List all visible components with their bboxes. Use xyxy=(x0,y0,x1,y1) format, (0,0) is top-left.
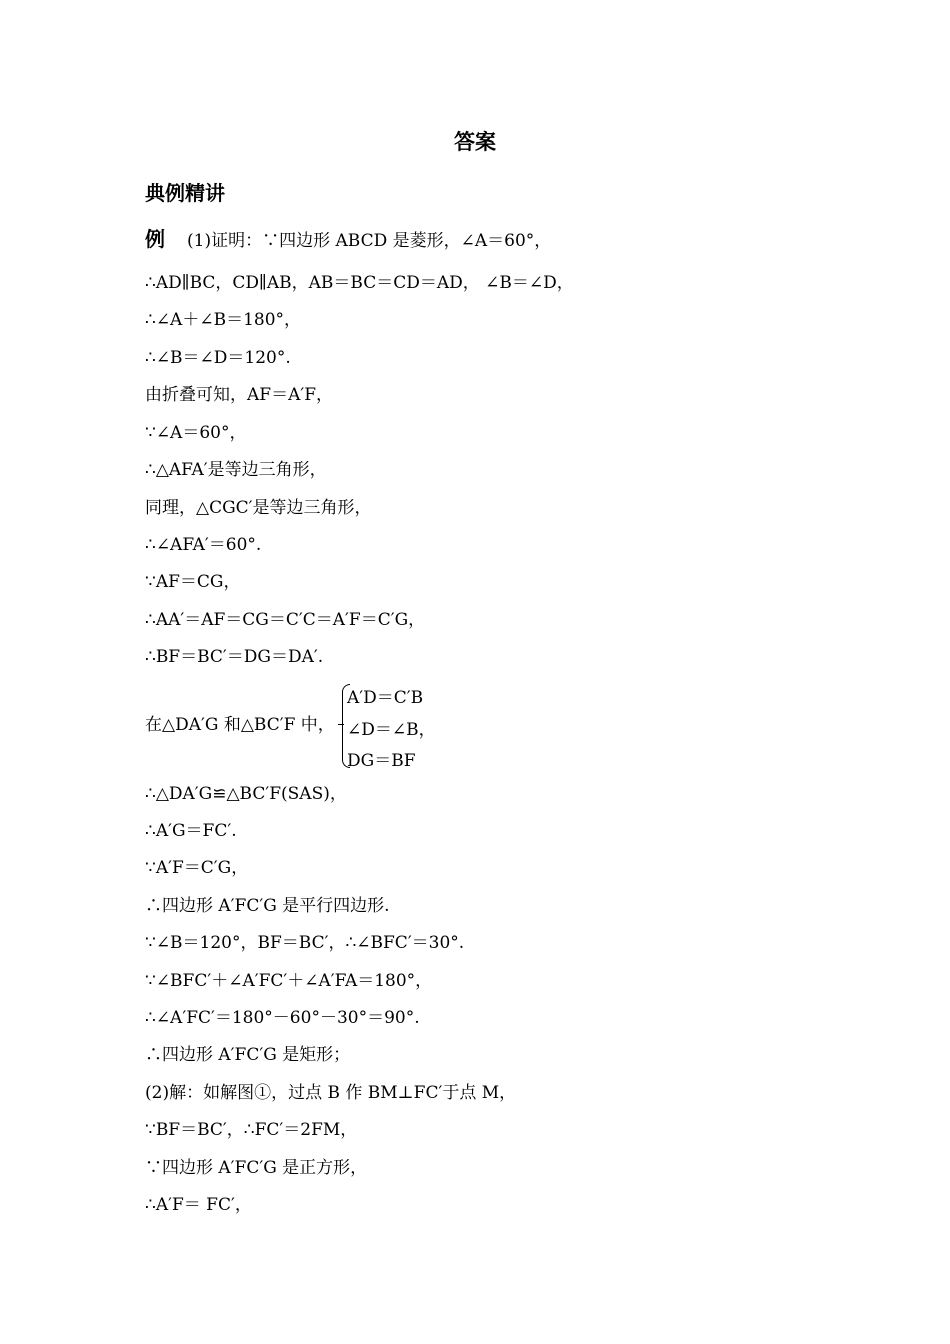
text-line: ∴BF＝BC′＝DG＝DA′. xyxy=(145,647,324,667)
text-line: ∵∠A＝60°， xyxy=(145,423,247,443)
text-line: ∵A′F＝C′G， xyxy=(145,858,249,878)
text-line: ∴∠A′FC′＝180°－60°－30°＝90°. xyxy=(145,1008,420,1028)
text-line: 同理，△CGC′是等边三角形， xyxy=(145,498,372,518)
text-line: ∴△AFA′是等边三角形， xyxy=(145,460,327,480)
text-line: (1)证明：∵四边形 ABCD 是菱形，∠A＝60°， xyxy=(187,231,552,251)
text-line: (2)解：如解图①，过点 B 作 BM⊥FC′于点 M， xyxy=(145,1083,517,1103)
system-equation: DG＝BF xyxy=(347,751,416,771)
text-line: ∴AD∥BC，CD∥AB，AB＝BC＝CD＝AD， ∠B＝∠D， xyxy=(145,273,574,293)
text-line: ∴A′F＝ FC′， xyxy=(145,1195,252,1215)
text-line: ∴△DA′G≌△BC′F(SAS)， xyxy=(145,784,347,804)
text-line: ∵AF＝CG， xyxy=(145,572,241,592)
system-equation: A′D＝C′B xyxy=(347,688,424,708)
text-line: ∵四边形 A′FC′G 是正方形， xyxy=(145,1158,368,1178)
system-lead: 在△DA′G 和△BC′F 中， xyxy=(145,715,335,735)
text-line: ∴∠B＝∠D＝120°. xyxy=(145,348,291,368)
left-brace-tip xyxy=(338,724,344,725)
text-line: ∴四边形 A′FC′G 是矩形； xyxy=(145,1045,351,1065)
text-line: ∵∠B＝120°，BF＝BC′，∴∠BFC′＝30°. xyxy=(145,933,465,953)
text-line: ∵∠BFC′＋∠A′FC′＋∠A′FA＝180°， xyxy=(145,971,433,991)
example-label: 例 xyxy=(145,227,165,251)
text-line: ∴AA′＝AF＝CG＝C′C＝A′F＝C′G， xyxy=(145,610,426,630)
page-title: 答案 xyxy=(454,130,496,154)
text-line: ∴∠A＋∠B＝180°， xyxy=(145,310,302,330)
text-line: ∴A′G＝FC′. xyxy=(145,821,237,841)
text-line: 由折叠可知，AF＝A′F， xyxy=(145,385,334,405)
example-first-line xyxy=(145,228,551,252)
system-equation: ∠D＝∠B， xyxy=(347,720,436,740)
section-heading: 典例精讲 xyxy=(145,181,225,205)
text-line: ∵BF＝BC′，∴FC′＝2FM， xyxy=(145,1120,358,1140)
text-line: ∴∠AFA′＝60°. xyxy=(145,535,262,555)
text-line: ∴四边形 A′FC′G 是平行四边形. xyxy=(145,896,390,916)
